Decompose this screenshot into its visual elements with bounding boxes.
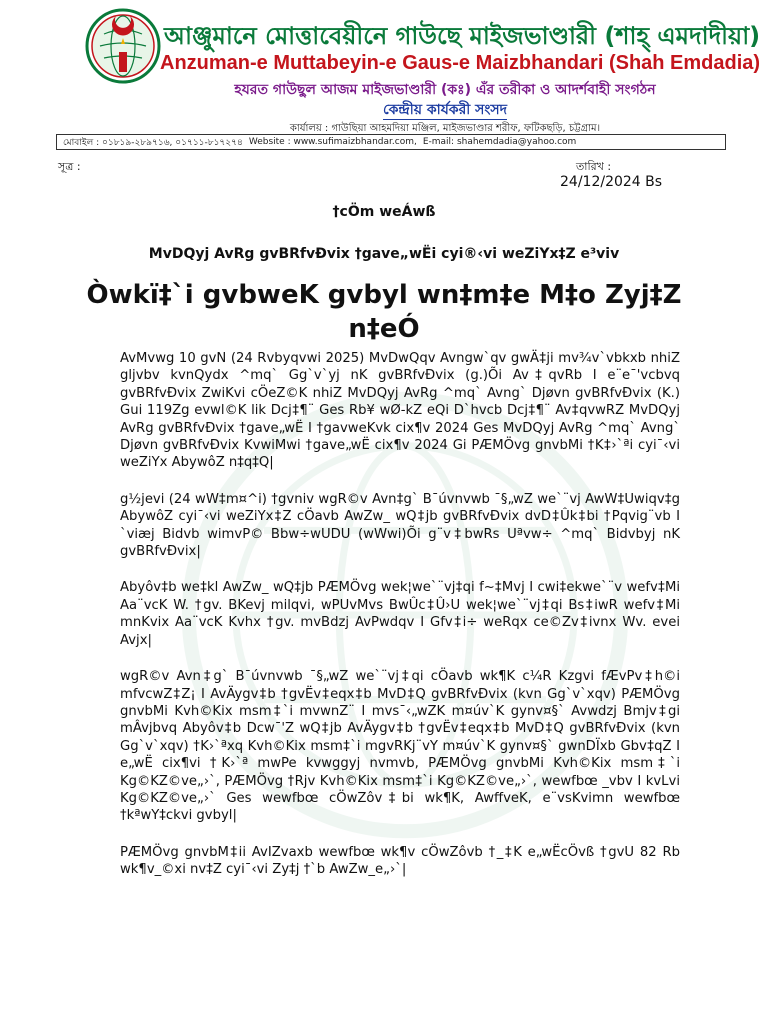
office-address: কার্যালয় : গাউছিয়া আহমদিয়া মঞ্জিল, মাইজভাণ্ডার শরীফ, ফটিকছড়ি, চট্টগ্রাম।	[289, 123, 601, 134]
council-name	[170, 98, 720, 122]
organization-title-english: Anzuman-e Muttabeyin-e Gaus-e Maizbhandari (Shah Emdadia)	[160, 52, 761, 74]
website-link[interactable]: Website : www.sufimaizbhandar.com,	[248, 137, 417, 147]
paragraph: Abyôv‡b we‡kl AwZw_ wQ‡jb PÆMÖvg wek¦we`¨vj‡qi f~‡Mvj I cwi‡ekwe`¨v wefv‡Mi Aa¨vcK W. †gv. BKevj milqvi, wPUvMvs BwÛc‡Û›U wek¦we`¨vj‡qi Bs‡iwR wefv‡Mi mnKvix Aa¨vcK Kvhx †gv. mvBdzj AvPwdqv I Gfv‡i÷ weRqx ce©Zv‡ivnx Wv. evei Avjx|	[120, 580, 680, 648]
council-name-text: কেন্দ্রীয় কার্যকরী সংসদ	[382, 102, 508, 118]
date-label: তারিখ :	[576, 160, 612, 173]
organization-logo-icon	[84, 4, 162, 88]
contact-bar	[56, 134, 726, 150]
organization-title-bengali: আঞ্জুমানে মোত্তাবেয়ীনে গাউছে মাইজভাণ্ডারী (শাহ্‌ এমদাদীয়া)	[164, 22, 761, 50]
paragraph: PÆMÖvg gnvbM‡ii AvIZvaxb wewfbœ wk¶v cÖwZôvb †_‡K e„wËcÖvß †gvU 82 Rb wk¶v_©xi nv‡Z cyi¯‹vi Zy‡j †`b AwZw_e„›`|	[120, 844, 680, 878]
date-value: 24/12/2024 Bs	[560, 174, 663, 190]
email-link[interactable]: E-mail: shahemdadia@yahoo.com	[422, 137, 577, 147]
paragraph: AvMvwg 10 gvN (24 Rvbyqvwi 2025) MvDwQqv Avngw`qv gwÄ‡ji mv¾v`vbkxb nhiZ gljvbv kvnQydx ^mq` Gg`v`yj nK gvBRfvÐvix (g.)Õi Av‡qvRb I e¨e¯'vcbvq gvBRfvÐvix ZwiKvi cÖeZ©K nhiZ MvDQyj AvRg ^mq` Avng` Djøvn gvBRfvÐvix (K.) Gui 119Zg evwl©K lik Dcj‡¶¨ Ges Rb¥ wØ-kZ eQi D`hvcb Dcj‡¶¨ Av‡qvwRZ MvDQyj AvRg gvBRfvÐvix †gave„wË I †gavweKvk cix¶v 2024 Ges MvDQyj AvRg ^mq` Avng` Djøvn gvBRfvÐvix KvwiMwi †gave„wË cix¶v 2024 Gi PÆMÖvg gnvbMi †K‡›`ªi cyi¯‹vi weZiYx AbywôZ n‡q‡Q|	[120, 351, 680, 471]
paragraph: wgR©v Avn‡g` B¯úvnvwb ¯§„wZ we`¨vj‡qi cÖavb wk¶K c¼R Kzgvi fÆvPv‡h©i mfvcwZ‡Z¡ I AvÄygv‡b †gvËv‡eqx‡b MvD‡Q gvBRfvÐvix (kvn Gg`v`xqv) PÆMÖvg gnvbMi Kvh©Kix msm‡`i mvwnZ¨ I mvs¯‹„wZK m¤úv`K gynv¤§` Avwdzj Bmjv‡gi mÂvjbvq Abyôv‡b Dcw¯'Z wQ‡jb AvÄygv‡b †gvËv‡eqx‡b MvD‡Q gvBRfvÐvix (kvn Gg`v`xqv) †K›`ªxq Kvh©Kix msm‡`i mgvRKj¨vY m¤úv`K gynv¤§` gwnDÏxb Gbv‡qZ I e„wË cix¶vi †K›`ª mwPe kvwggyj nvmvb, PÆMÖvg gnvbMi Kvh©Kix msm‡`i Kg©KZ©ve„›`, PÆMÖvg †Rjv Kvh©Kix msm‡`i Kg©KZ©ve„›`, wewfbœ _vbv I kvLvi Kg©KZ©ve„›` Ges wewfbœ cÖwZôv‡bi wk¶K, AwffveK, e¨vsKvimn wewfbœ †kªwY‡ckvi gvbyl|	[120, 669, 680, 824]
press-release-heading: †cÖm weÁwß	[332, 204, 436, 220]
headline: Òwkï‡`i gvbweK gvbyl wn‡m‡e M‡o Zyj‡Z n‡eÓ	[86, 280, 682, 344]
organization-tagline: হযরত গাউছুল আজম মাইজভাণ্ডারী (কঃ) এঁর তরীকা ও আদর্শবাহী সংগঠন	[234, 82, 656, 98]
article-body	[120, 350, 680, 898]
paragraph: g½jevi (24 wW‡m¤^i) †gvniv wgR©v Avn‡g` B¯úvnvwb ¯§„wZ we`¨vj AwW‡Uwiqv‡g AbywôZ cyi¯‹vi weZiYx‡Z cÖavb AwZw_ wQ‡jb gvBRfvÐvix dvD‡Ûk‡bi †Pqvig¨vb I `viæj Bidvb wimvP© Bbw÷wUDU (wWwi)Õi g¨v‡bwRs Uªvw÷ ^mq` Bidvbyj nK gvBRfvÐvix|	[120, 491, 680, 560]
mobile-numbers: মোবাইল : ০১৮১৯-২৮৯৭১৬, ০১৭১১-৮১৭২৭৪	[63, 137, 243, 148]
subject-line: MvDQyj AvRg gvBRfvÐvix †gave„wËi cyi®‹vi weZiYx‡Z e³viv	[148, 246, 620, 262]
reference-label: সূত্র :	[58, 160, 81, 173]
